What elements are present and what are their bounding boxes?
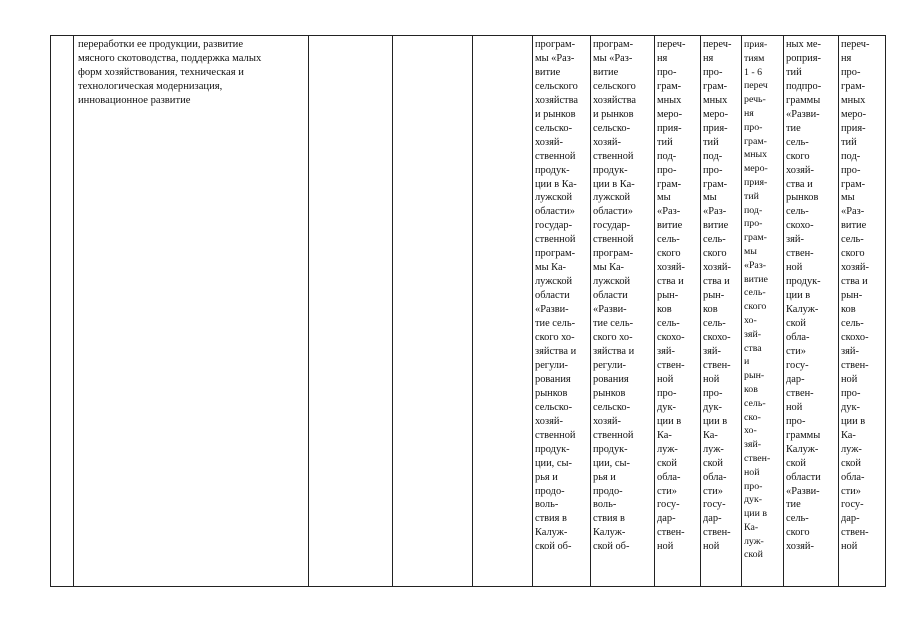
- column-divider: [700, 35, 701, 587]
- program-list-column-c: переч- ня про- грам- мных меро- прия- тий под- про- грам- мы «Раз- витие сель- ского хозяй- ства и рын- ков сель- скохо- зяй- ствен- ной про- дук- ции в Ка- луж- ской обла- сти» госу- дар- ствен- ной: [657, 39, 686, 553]
- table-left-border: [50, 35, 51, 587]
- column-divider: [654, 35, 655, 587]
- program-list-column-e: прия- тиям 1 - 6 переч речь- ня про- грам- мных меро- прия- тий под- про- грам- мы «Раз- витие сель- ского хо- зяй- ства и рын- ков сель- ско- хо- зяй- ствен- ной про- дук- ции в Ка- луж- ской: [744, 39, 771, 561]
- row-description: переработки ее продукции, развитие мясного скотоводства, поддержка малых форм хозяйствования, техническая и технологическая модернизация, инновационное развитие: [78, 39, 262, 106]
- column-divider: [392, 35, 393, 587]
- column-divider: [532, 35, 533, 587]
- table-top-border: [50, 35, 886, 36]
- column-divider: [590, 35, 591, 587]
- column-divider: [783, 35, 784, 587]
- table-bottom-border: [50, 586, 886, 587]
- program-list-column-d: переч- ня про- грам- мных меро- прия- тий под- про- грам- мы «Раз- витие сель- ского хозяй- ства и рын- ков сель- скохо- зяй- ствен- ной про- дук- ции в Ка- луж- ской обла- сти» госу- дар- ствен- ной: [703, 39, 732, 553]
- column-divider: [472, 35, 473, 587]
- program-list-column-f: ных ме- роприя- тий подпро- граммы «Разви- тие сель- ского хозяй- ства и рынков сель- скохо- зяй- ствен- ной продук- ции в Калуж- ской обла- сти» госу- дар- ствен- ной про- граммы Калуж- ской области «Разви- тие сель- ского хозяй-: [786, 39, 822, 553]
- column-divider: [838, 35, 839, 587]
- column-divider: [73, 35, 74, 587]
- column-divider: [308, 35, 309, 587]
- table-right-border: [885, 35, 886, 587]
- program-name-column-a: програм- мы «Раз- витие сельского хозяйства и рынков сельско- хозяй- ственной продук- ции в Ка- лужской области» государ- ственной програм- мы Ка- лужской области «Разви- тие сель- ского хо- зяйства и регули- рования рынков сельско- хозяй- ственной продук- ции, сы- рья и продо- воль- ствия в Калуж- ской об-: [535, 39, 578, 553]
- column-divider: [741, 35, 742, 587]
- program-name-column-b: програм- мы «Раз- витие сельского хозяйства и рынков сельско- хозяй- ственной продук- ции в Ка- лужской области» государ- ственной програм- мы Ка- лужской области «Разви- тие сель- ского хо- зяйства и регули- рования рынков сельско- хозяй- ственной продук- ции, сы- рья и продо- воль- ствия в Калуж- ской об-: [593, 39, 636, 553]
- program-list-column-g: переч- ня про- грам- мных меро- прия- тий под- про- грам- мы «Раз- витие сель- ского хозяй- ства и рын- ков сель- скохо- зяй- ствен- ной про- дук- ции в Ка- луж- ской обла- сти» госу- дар- ствен- ной: [841, 39, 870, 553]
